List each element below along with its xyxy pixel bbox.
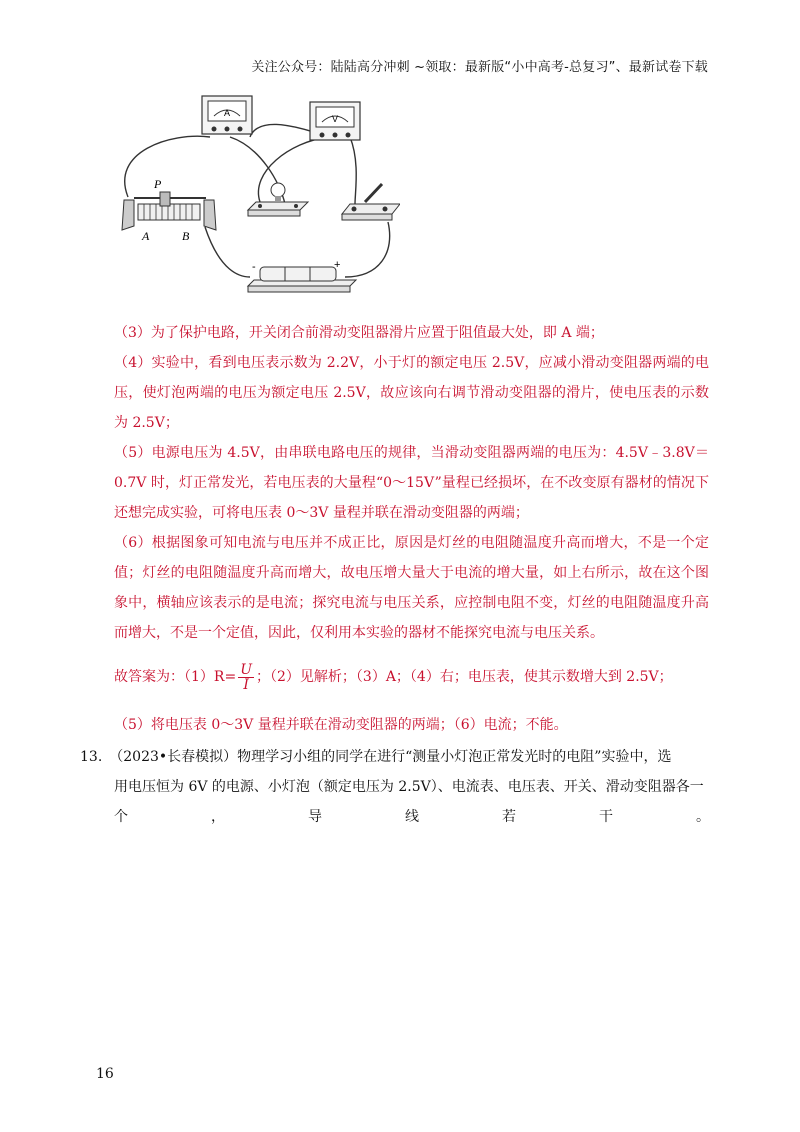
final-answer-line-2: （5）将电压表 0～3V 量程并联在滑动变阻器的两端；（6）电流；不能。 [114,717,568,733]
wire [345,222,390,277]
q13-char: 若 [502,809,516,825]
battery-pack [248,259,356,292]
question-13-line-3 [80,802,710,832]
q13-char: 。 [696,809,710,825]
q13-char: 导 [308,809,322,825]
svg-text:P: P [154,177,162,191]
page-number: 16 [96,1066,114,1082]
svg-text:+: + [334,259,341,271]
q13-char: 干 [599,809,613,825]
final-answer-prefix: 故答案为：（1）R= [114,669,237,685]
q13-char: 线 [405,809,419,825]
answer-part-4: （4）实验中，看到电压表示数为 2.2V，小于灯的额定电压 2.5V，应减小滑动变阻器两端的电压，使灯泡两端的电压为额定电压 2.5V，故应该向右调节滑动变阻器的滑片，使电压表的示数为 2.5V； [114,355,709,431]
answer-part-3: （3）为了保护电路，开关闭合前滑动变阻器滑片应置于阻值最大处，即 A 端； [114,325,604,341]
svg-text:V: V [331,114,339,124]
svg-text:B: B [182,229,190,243]
final-answer-rest: ；（2）见解析；（3）A；（4）右；电压表，使其示数增大到 2.5V； [256,669,673,685]
rheostat [122,177,216,243]
q13-char: 个 [114,809,128,825]
svg-text:A: A [223,108,231,118]
ammeter [202,96,252,134]
wire [350,137,356,204]
question-13 [80,742,710,832]
fraction-denominator: I [243,676,249,693]
q13-char: ， [211,809,225,825]
question-13-line-2: 用电压恒为 6V 的电源、小灯泡（额定电压为 2.5V）、电流表、电压表、开关、滑动变阻器各一 [114,779,704,795]
svg-text:-: - [252,261,256,273]
answer-part-5: （5）电源电压为 4.5V，由串联电路电压的规律，当滑动变阻器两端的电压为：4.5V﹣3.8V＝0.7V 时，灯正常发光，若电压表的大量程“0～15V”量程已经损坏，在不改变原有器材的情况下还想完成实验，可将电压表 0～3V 量程并联在滑动变阻器的两端； [114,445,709,521]
page-header: 关注公众号：陆陆高分冲刺 ~领取：最新版“小中高考-总复习”、最新试卷下载 [251,60,708,75]
svg-text:A: A [142,229,150,243]
question-13-line-1: 13. （2023•长春模拟）物理学习小组的同学在进行“测量小灯泡正常发光时的电阻”实验中，选 [80,749,672,765]
answer-analysis [114,318,709,648]
wire [250,124,315,137]
light-bulb [248,183,308,216]
fraction-numerator: U [240,661,252,678]
voltmeter [310,102,360,140]
circuit-diagram [110,92,400,302]
final-answer [114,662,714,692]
wire [205,227,250,277]
wire [125,136,210,197]
answer-part-6: （6）根据图象可知电流与电压并不成正比，原因是灯丝的电阻随温度升高而增大，不是一个定值；灯丝的电阻随温度升高而增大，故电压增大量大于电流的增大量，如上右所示，故在这个图象中，横轴应该表示的是电流；探究电流与电压关系，应控制电阻不变，灯丝的电阻随温度升高而增大，不是一个定值，因此，仅利用本实验的器材不能探究电流与电压关系。 [114,535,709,641]
switch [342,184,400,220]
formula-fraction [238,663,254,692]
